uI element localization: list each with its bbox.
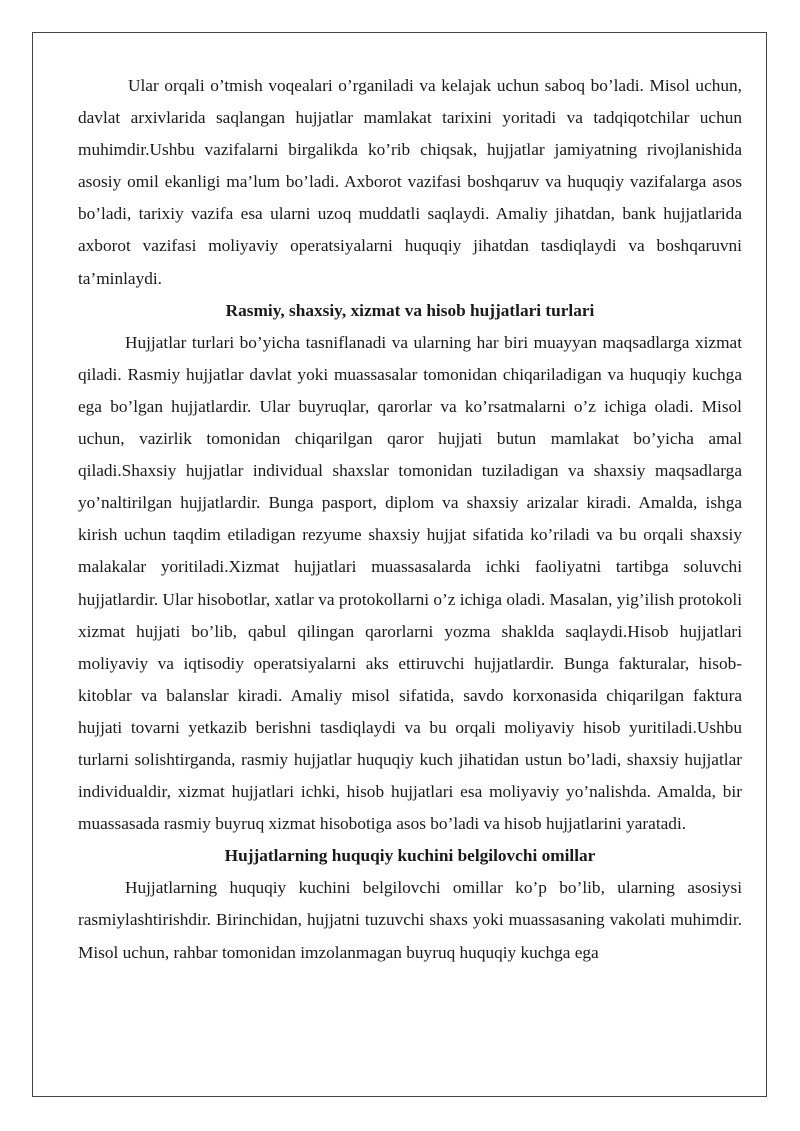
paragraph-document-types: Hujjatlar turlari bo’yicha tasniflanadi va ularning har biri muayyan maqsadlarga xizmat qiladi. Rasmiy hujjatlar davlat yoki muassasalar tomonidan chiqariladigan va huquqiy kuchga ega bo’lgan hujjatlardir. Ular buyruqlar, qarorlar va ko’rsatmalarni o’z ichiga oladi. Misol uchun, vazirlik tomonidan chiqarilgan qaror hujjati butun mamlakat bo’yicha amal qiladi.Shaxsiy hujjatlar individual shaxslar tomonidan tuziladigan va shaxsiy maqsadlarga yo’naltirilgan hujjatlardir. Bunga pasport, diplom va shaxsiy arizalar kiradi. Amalda, ishga kirish uchun taqdim etiladigan rezyume shaxsiy hujjat sifatida ko’riladi va bu orqali shaxsiy malakalar yoritiladi.Xizmat hujjatlari muassasalarda ichki faoliyatni tartibga soluvchi hujjatlardir. Ular hisobotlar, xatlar va protokollarni o’z ichiga oladi. Masalan, yig’ilish protokoli xizmat hujjati bo’lib, qabul qilingan qarorlarni yozma shaklda saqlaydi.Hisob hujjatlari moliyaviy va iqtisodiy operatsiyalarni aks ettiruvchi hujjatlardir. Bunga fakturalar, hisob-kitoblar va balanslar kiradi. Amaliy misol sifatida, savdo korxonasida chiqarilgan faktura hujjati tovarni yetkazib berishni tasdiqlaydi va bu orqali moliyaviy hisob yuritiladi.Ushbu turlarni solishtirganda, rasmiy hujjatlar huquqiy kuch jihatidan ustun bo’ladi, shaxsiy hujjatlar individualdir, xizmat hujjatlari ichki, hisob hujjatlari esa moliyaviy yo’nalishda. Amalda, bir muassasada rasmiy buyruq xizmat hisobotiga asos bo’ladi va hisob hujjatlarini yaratadi. [78,332,742,834]
document-body [78,70,742,969]
paragraph-archives-function: Ular orqali o’tmish voqealari o’rganiladi va kelajak uchun saboq bo’ladi. Misol uchun, davlat arxivlarida saqlangan hujjatlar mamlakat tarixini yoritadi va tadqiqotchilar uchun muhimdir.Ushbu vazifalarni birgalikda ko’rib chiqsak, hujjatlar jamiyatning rivojlanishida asosiy omil ekanligi ma’lum bo’ladi. Axborot vazifasi boshqaruv va huquqiy vazifalarga asos bo’ladi, tarixiy vazifa esa ularni uzoq muddatli saqlaydi. Amaliy jihatdan, bank hujjatlarida axborot vazifasi moliyaviy operatsiyalarni huquqiy jihatdan tasdiqlaydi va boshqaruvni ta’minlaydi. [78,76,742,288]
section-heading-legal-force: Hujjatlarning huquqiy kuchini belgilovchi omillar [224,846,596,866]
section-heading-document-types: Rasmiy, shaxsiy, xizmat va hisob hujjatlari turlari [225,300,595,320]
paragraph-legal-force: Hujjatlarning huquqiy kuchini belgilovchi omillar ko’p bo’lib, ularning asosiysi rasmiylashtirishdir. Birinchidan, hujjatni tuzuvchi shaxs yoki muassasaning vakolati muhimdir. Misol uchun, rahbar tomonidan imzolanmagan buyruq huquqiy kuchga ega [78,878,742,962]
